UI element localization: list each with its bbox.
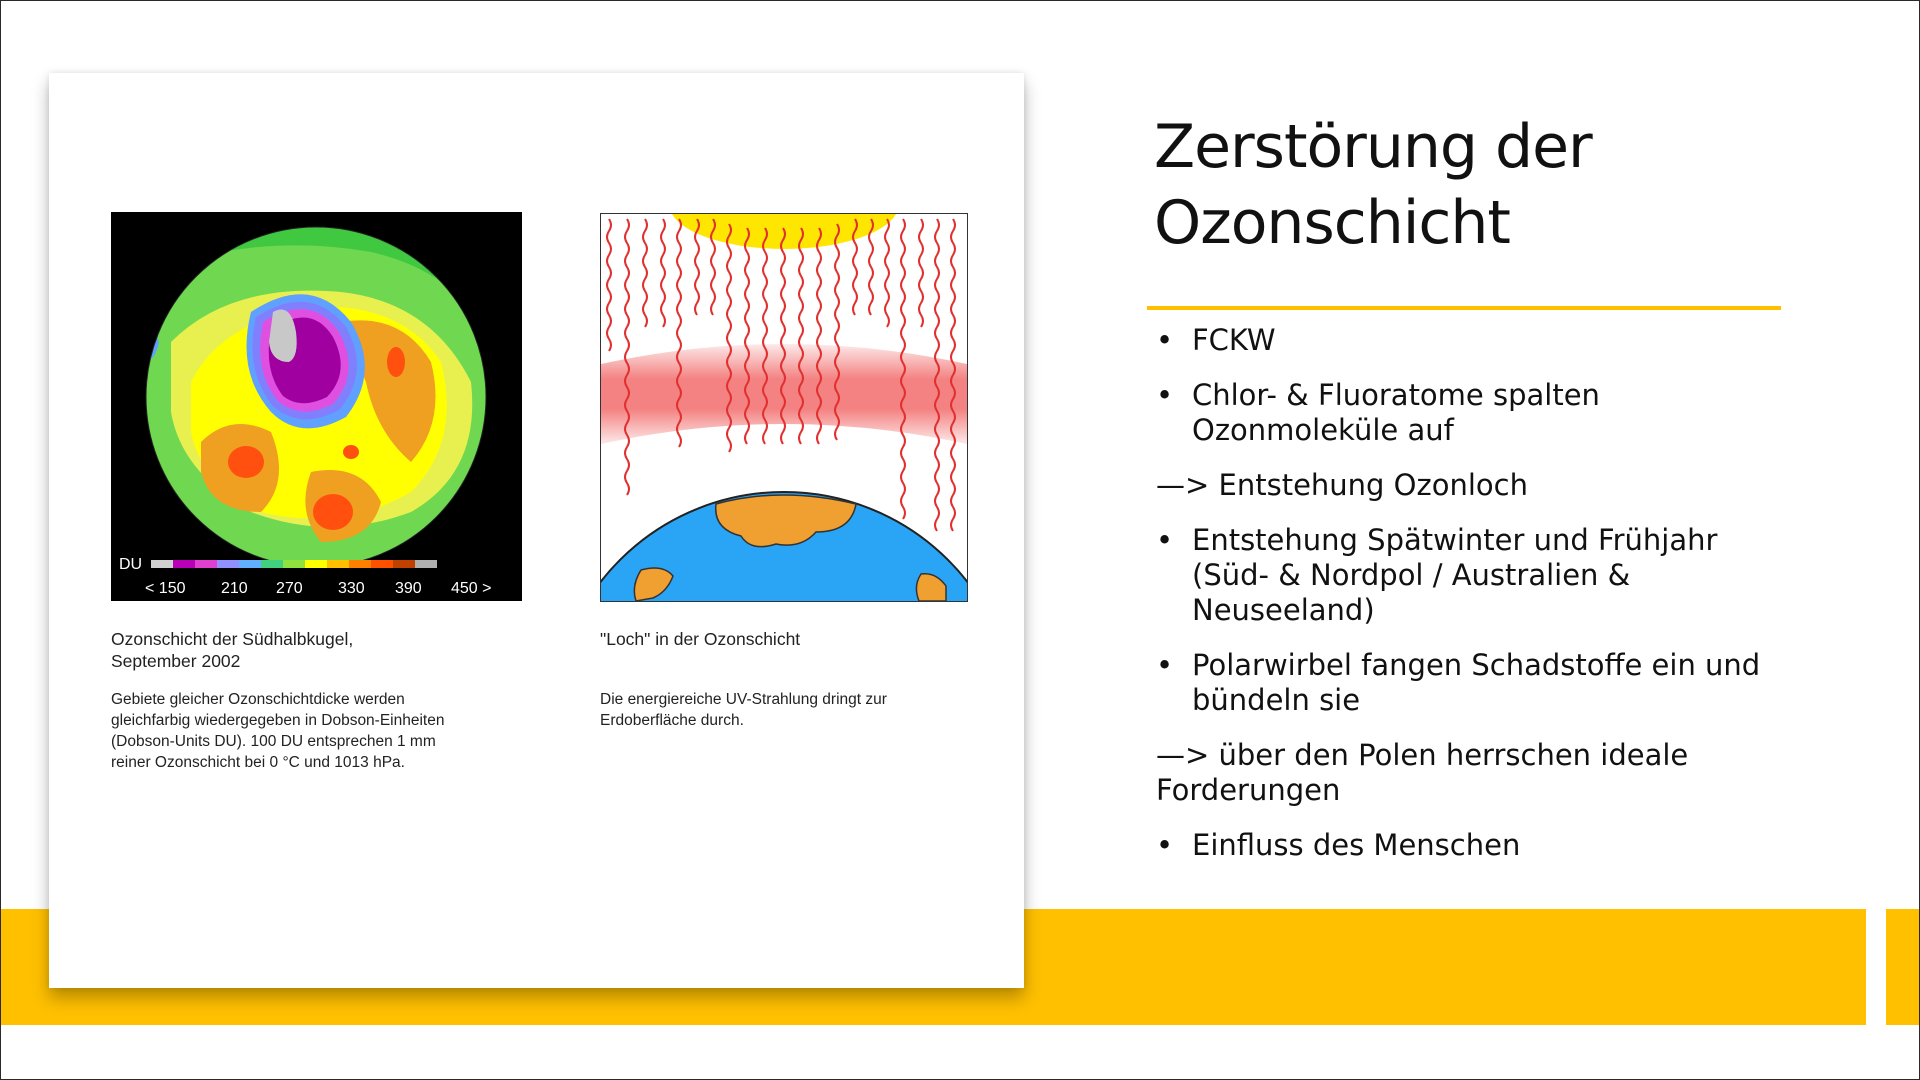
bullet-item-polarwirbel: • Polarwirbel fangen Schadstoffe ein und bündeln sie <box>1156 648 1796 718</box>
bullet-item-fckw: • FCKW <box>1156 323 1796 358</box>
ozone-hole-caption-text-1: Die energiereiche UV-Strahlung dringt zur <box>600 691 887 708</box>
ozone-hole-diagram <box>600 213 968 602</box>
accent-band-end <box>1886 909 1920 1025</box>
du-scale-bar <box>151 560 437 568</box>
ozone-map-caption <box>111 628 531 773</box>
ozone-map-caption-title-1: Ozonschicht der Südhalbkugel, <box>111 629 354 649</box>
ozone-hole-caption-title: "Loch" in der Ozonschicht <box>600 629 801 649</box>
ozone-map-figure <box>111 212 522 601</box>
title-underline <box>1147 306 1781 310</box>
slide-title-line-2: Ozonschicht <box>1154 188 1510 258</box>
slide-title <box>1154 109 1854 261</box>
ozone-map-caption-text-4: reiner Ozonschicht bei 0 °C und 1013 hPa. <box>111 754 405 771</box>
ozone-map-caption-text-3: (Dobson-Units DU). 100 DU entsprechen 1 mm <box>111 733 436 750</box>
du-unit-label: DU <box>119 556 143 573</box>
ozone-map-caption-text-2: gleichfarbig wiedergegeben in Dobson-Einheiten <box>111 712 445 729</box>
arrow-item-ozonloch: —> Entstehung Ozonloch <box>1156 468 1528 502</box>
ozone-map-caption-title-2: September 2002 <box>111 651 241 671</box>
ozone-hole-image <box>601 214 967 601</box>
du-tick-450: 450 > <box>451 580 492 597</box>
du-tick-330: 330 <box>338 580 365 597</box>
bullet-item-spaetwinter: • Entstehung Spätwinter und Frühjahr (Süd- & Nordpol / Australien & Neuseeland) <box>1156 523 1796 628</box>
ozone-hole-caption-text-2: Erdoberfläche durch. <box>600 712 744 729</box>
slide-title-line-1: Zerstörung der <box>1154 112 1592 182</box>
bullet-item-mensch: • Einfluss des Menschen <box>1156 828 1796 863</box>
bullet-list <box>1156 323 1796 883</box>
arrow-item-polen: —> über den Polen herrschen ideale Forderungen <box>1156 738 1689 807</box>
du-tick-270: 270 <box>276 580 303 597</box>
earth-globe <box>601 492 967 601</box>
du-tick-390: 390 <box>395 580 422 597</box>
ozone-map-caption-text-1: Gebiete gleicher Ozonschichtdicke werden <box>111 691 405 708</box>
ozone-map-image <box>111 212 522 601</box>
bullet-item-chlor-fluor: • Chlor- & Fluoratome spalten Ozonmoleküle auf <box>1156 378 1796 448</box>
du-tick-210: 210 <box>221 580 248 597</box>
du-tick-150: < 150 <box>145 580 186 597</box>
ozone-hole-caption <box>600 628 1000 731</box>
